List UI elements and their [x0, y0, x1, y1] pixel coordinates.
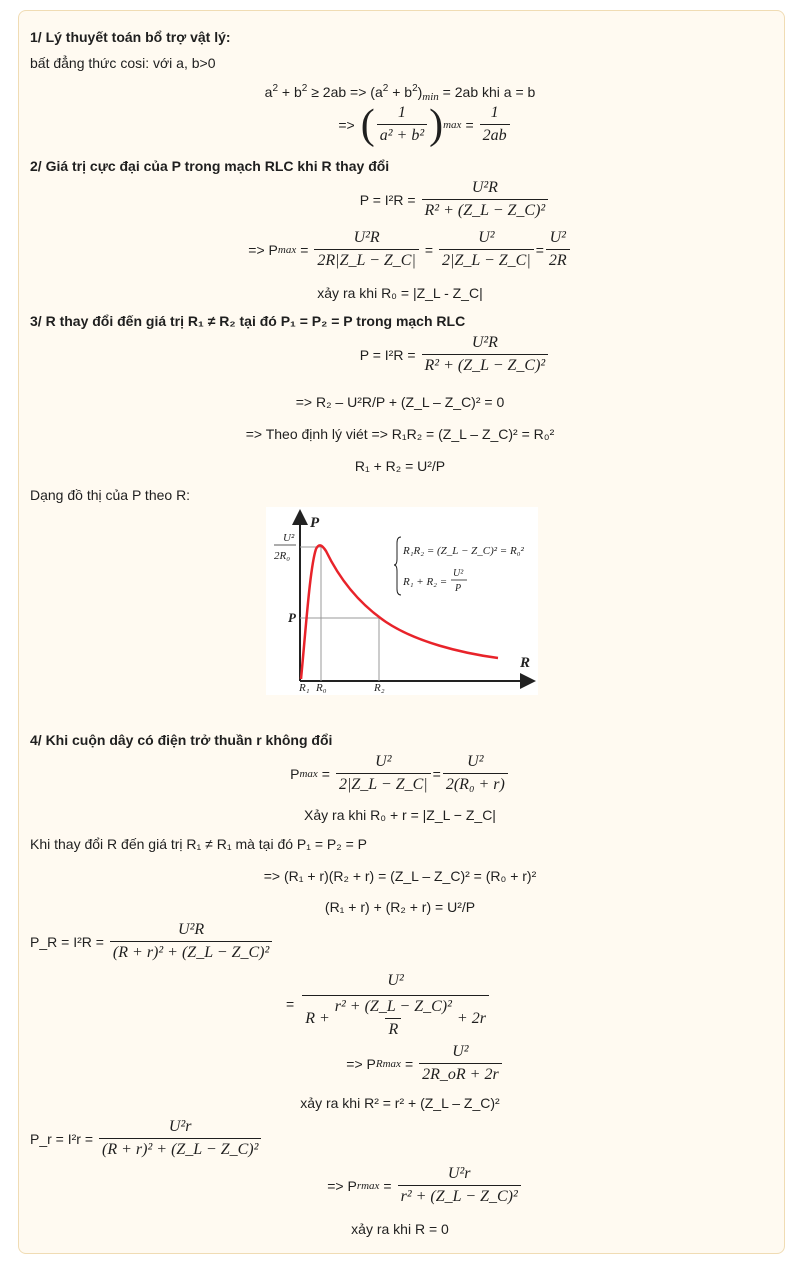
x-axis-label: R: [520, 655, 531, 671]
xtick-r0: R₀: [316, 682, 327, 694]
pmax-r-condition: Xảy ra khi R₀ + r = |Z_L − Z_C|: [304, 807, 496, 823]
product-equation: => (R₁ + r)(R₂ + r) = (Z_L – Z_C)² = (R₀ + r)²: [263, 868, 537, 884]
pmax-formula: => P max = $\frac{\text{U²R}}{2R|Z\_L - Z\_C|}$ = $\frac{\text{U²}}{2|Z\_L - Z\_C|}$ = $\frac{\text{U²}}{2R}$: [0, 228, 800, 278]
pr-formula: P_R = I²R = $\frac{\text{U²R}}{\text{(R + r)² + (Z\_L − Z\_C)²}}$: [30, 920, 274, 970]
pmax-r-formula: P max = $\frac{\text{U²}}{2|Z\_L - Z\_C|}$ = $\frac{\text{U²}}{\text{2(R₀ + r)}}$: [0, 752, 800, 800]
sum-equation: R₁ + R₂ = U²/P: [354, 458, 446, 474]
power-formula-2: P = I²R = $\frac{\text{U²R}}{\text{R² + (Z\_L − Z\_C)²}}$: [0, 333, 800, 381]
prrmax-condition: xảy ra khi R = 0: [351, 1221, 449, 1237]
system-line-2-lhs: R₁ + R₂ =: [403, 576, 448, 588]
viet-equation: => Theo định lý viét => R₁R₂ = (Z_L – Z_C)² = R₀²: [245, 426, 555, 442]
prrmax-formula: => P rmax = $\frac{\text{U²r}}{\text{r² + (Z\_L − Z\_C)²}}$: [0, 1164, 800, 1212]
quadratic-equation: => R₂ – U²R/P + (Z_L – Z_C)² = 0: [295, 394, 505, 410]
section-2-title: 2/ Giá trị cực đại của P trong mạch RLC khi R thay đổi: [30, 158, 390, 174]
cosi-equation: $a^2 + b^2 \ge 2ab => (a^2 + b^2)_{min} = 2ab$ khi a = b: [264, 83, 536, 103]
y-axis-label: P: [310, 515, 320, 531]
section-4-title: 4/ Khi cuộn dây có điện trở thuần r không đổi: [30, 732, 333, 748]
sum-equation-r: (R₁ + r) + (R₂ + r) = U²/P: [324, 899, 476, 915]
pr-r-formula: P_r = I²r = $\frac{\text{U²r}}{\text{(R + r)² + (Z\_L − Z\_C)²}}$: [30, 1117, 263, 1167]
prmax-condition: xảy ra khi R² = r² + (Z_L – Z_C)²: [300, 1095, 500, 1111]
prmax-formula: => P Rmax = $\frac{\text{U²}}{2R\_oR + 2r}$: [0, 1042, 800, 1090]
pr-expanded-formula: = U² R + $\frac{\text{r² + (Z\_L − Z\_C)²}}{R}$ + 2r: [286, 968, 491, 1044]
cosi-intro: bất đẳng thức cosi: với a, b>0: [30, 55, 216, 71]
xtick-r2: R₂: [374, 682, 385, 694]
xtick-r1: R₁: [299, 682, 310, 694]
section-1-title: 1/ Lý thuyết toán bổ trợ vật lý:: [30, 29, 231, 45]
r-change-intro: Khi thay đổi R đến giá trị R₁ ≠ R₁ mà tại đó P₁ = P₂ = P: [30, 836, 367, 852]
p-vs-r-graph: [266, 507, 538, 695]
system-line-1: R₁R₂ = (Z_L − Z_C)² = R₀²: [403, 545, 524, 557]
power-formula: P = I²R = $\frac{\text{U²R}}{\text{R² + (Z\_L − Z\_C)²}}$: [0, 178, 800, 226]
ytick-top-den: 2R₀: [274, 550, 291, 562]
p-vs-r-svg: [266, 507, 538, 695]
system-line-2-den: P: [455, 583, 462, 594]
ytick-p: P: [288, 610, 296, 625]
power-curve: [301, 545, 498, 679]
ytick-top-num: U²: [283, 532, 295, 544]
pmax-condition: xảy ra khi R₀ = |Z_L - Z_C|: [317, 285, 483, 301]
graph-caption: Dạng đồ thị của P theo R:: [30, 487, 191, 503]
cosi-max-equation: => ( $\frac{1}{\text{a² + b²}}$ ) max = $\frac{1}{2ab}$: [0, 103, 800, 153]
section-3-title: 3/ R thay đổi đến giá trị R₁ ≠ R₂ tại đó P₁ = P₂ = P trong mạch RLC: [30, 313, 466, 329]
system-line-2-num: U²: [453, 568, 464, 579]
